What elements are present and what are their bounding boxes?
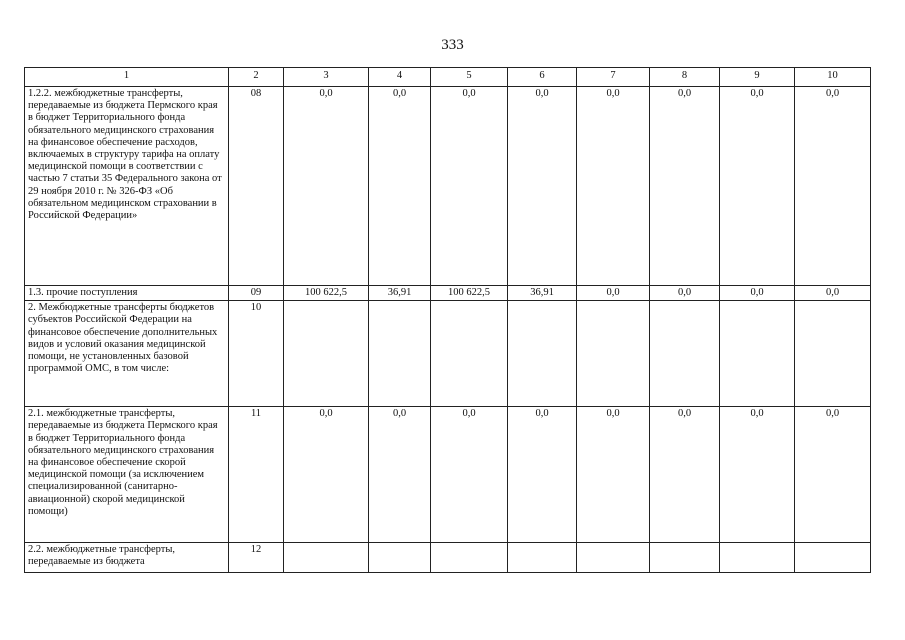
row-code: 12 [229,543,284,573]
column-header-9: 9 [720,68,795,87]
value-cell-col-4 [369,301,431,407]
row-code: 09 [229,286,284,301]
value-cell-col-3: 0,0 [284,87,369,286]
table-row [25,87,871,286]
value-cell-col-10 [795,301,871,407]
value-cell-col-6 [508,301,577,407]
value-cell-col-7: 0,0 [577,87,650,286]
value-cell-col-4: 0,0 [369,407,431,543]
table-body [25,87,871,573]
value-cell-col-5: 100 622,5 [431,286,508,301]
budget-table [24,67,871,573]
value-cell-col-9: 0,0 [720,87,795,286]
value-cell-col-9: 0,0 [720,286,795,301]
value-cell-col-6: 0,0 [508,87,577,286]
value-cell-col-6: 0,0 [508,407,577,543]
header-row [25,68,871,87]
value-cell-col-7 [577,543,650,573]
column-header-8: 8 [650,68,720,87]
value-cell-col-3 [284,301,369,407]
value-cell-col-3 [284,543,369,573]
value-cell-col-9 [720,301,795,407]
value-cell-col-5 [431,301,508,407]
table-row [25,286,871,301]
value-cell-col-10: 0,0 [795,407,871,543]
column-header-10: 10 [795,68,871,87]
column-header-4: 4 [369,68,431,87]
value-cell-col-8: 0,0 [650,87,720,286]
column-header-5: 5 [431,68,508,87]
table-row [25,301,871,407]
value-cell-col-9: 0,0 [720,407,795,543]
column-header-3: 3 [284,68,369,87]
value-cell-col-4: 0,0 [369,87,431,286]
value-cell-col-6: 36,91 [508,286,577,301]
row-name: 2. Межбюджетные трансферты бюджетов субъектов Российской Федерации на финансовое обеспечение дополнительных видов и условий оказания медицинской помощи, не установленных базовой программой ОМС, в том числе: [25,301,229,407]
value-cell-col-5: 0,0 [431,87,508,286]
row-code: 11 [229,407,284,543]
value-cell-col-8 [650,543,720,573]
row-name: 1.3. прочие поступления [25,286,229,301]
value-cell-col-10: 0,0 [795,87,871,286]
value-cell-col-5: 0,0 [431,407,508,543]
row-code: 10 [229,301,284,407]
row-name: 2.1. межбюджетные трансферты, передаваемые из бюджета Пермского края в бюджет Территориального фонда обязательного медицинского страхования на финансовое обеспечение скорой медицинской помощи (за исключением специализированной (санитарно-авиационной) скорой медицинской помощи) [25,407,229,543]
value-cell-col-5 [431,543,508,573]
row-name: 2.2. межбюджетные трансферты, передаваемые из бюджета [25,543,229,573]
value-cell-col-8: 0,0 [650,407,720,543]
column-header-2: 2 [229,68,284,87]
value-cell-col-6 [508,543,577,573]
value-cell-col-4 [369,543,431,573]
value-cell-col-9 [720,543,795,573]
value-cell-col-7: 0,0 [577,286,650,301]
value-cell-col-7 [577,301,650,407]
page-number: 333 [441,37,464,53]
column-header-1: 1 [25,68,229,87]
value-cell-col-8 [650,301,720,407]
column-header-6: 6 [508,68,577,87]
table-row [25,543,871,573]
row-code: 08 [229,87,284,286]
table-row [25,407,871,543]
value-cell-col-10 [795,543,871,573]
column-header-7: 7 [577,68,650,87]
value-cell-col-3: 100 622,5 [284,286,369,301]
value-cell-col-3: 0,0 [284,407,369,543]
value-cell-col-7: 0,0 [577,407,650,543]
value-cell-col-10: 0,0 [795,286,871,301]
value-cell-col-8: 0,0 [650,286,720,301]
row-name: 1.2.2. межбюджетные трансферты, передаваемые из бюджета Пермского края в бюджет Территориального фонда обязательного медицинского страхования на финансовое обеспечение расходов, включаемых в структуру тарифа на оплату медицинской помощи в соответствии с частью 7 статьи 35 Федерального закона от 29 ноября 2010 г. № 326-ФЗ «Об обязательном медицинском страховании в Российской Федерации» [25,87,229,286]
value-cell-col-4: 36,91 [369,286,431,301]
